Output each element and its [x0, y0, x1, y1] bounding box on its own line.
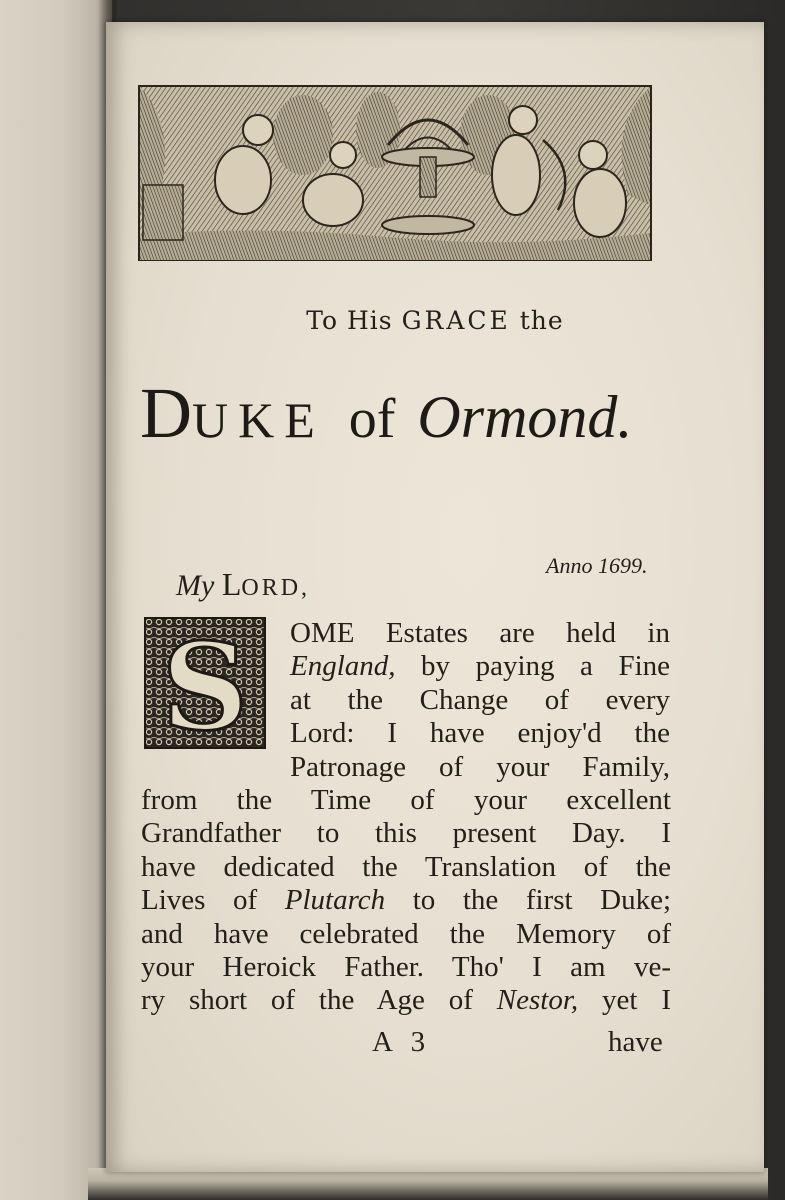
salutation	[176, 566, 310, 603]
page-title	[140, 372, 700, 455]
paragraph-opening	[290, 617, 670, 784]
tree-left	[273, 95, 333, 175]
initial-letter: S	[161, 617, 249, 749]
paragraph-continuation	[141, 784, 671, 1018]
text-line: OME Estates are held in	[290, 617, 670, 649]
text-line: Lord: I have enjoy'd the	[290, 717, 670, 750]
decorated-initial	[144, 617, 266, 749]
text-line: from the Time of your excellent	[141, 784, 671, 816]
dedication-heading	[106, 306, 764, 335]
salutation-my: My	[176, 569, 215, 602]
signature-mark: A 3	[372, 1026, 432, 1058]
page-edge	[88, 1168, 768, 1200]
text-line: ry short of the Age of Nestor, yet I	[141, 984, 671, 1017]
title-initial: D	[140, 373, 192, 453]
catchword: have	[608, 1026, 663, 1058]
left-page	[0, 0, 112, 1200]
woodcut-headpiece	[138, 85, 652, 261]
title-ormond: Ormond.	[417, 384, 633, 450]
title-duke-rest: UKE	[192, 392, 325, 448]
text-line: at the Change of every	[290, 683, 670, 716]
heading-grace: GRACE	[401, 306, 511, 335]
text-line: Grandfather to this present Day. I	[141, 817, 671, 850]
text-line: Lives of Plutarch to the first Duke;	[141, 884, 671, 917]
date-line: Anno 1699.	[546, 553, 648, 578]
text-line: and have celebrated the Memory of	[141, 917, 671, 950]
heading-the: the	[519, 306, 564, 335]
text-line: England, by paying a Fine	[290, 650, 670, 683]
salutation-l: L	[221, 566, 242, 602]
text-line: your Heroick Father. Tho' I am ve-	[141, 951, 671, 984]
title-of: of	[348, 388, 396, 450]
heading-to-his: To His	[306, 306, 393, 335]
text-line: Patronage of your Family,	[290, 750, 670, 783]
text-line: have dedicated the Translation of the	[141, 850, 671, 883]
salutation-ord: ORD,	[241, 575, 311, 601]
